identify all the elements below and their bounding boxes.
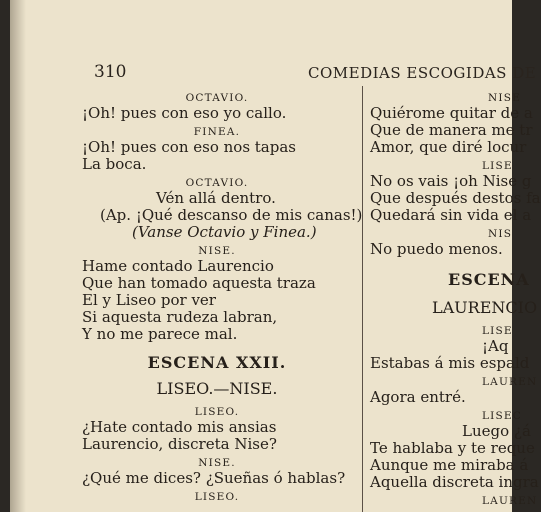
verse-line: ¿Qué me dices? ¿Sueñas ó hablas?: [82, 469, 346, 487]
book-page: [10, 0, 541, 512]
speaker-label: OCTAVIO.: [185, 92, 249, 104]
verse-line: Laurencio, discreta Nise?: [82, 435, 277, 453]
verse-line: ¿Hate contado mis ansias: [82, 418, 277, 436]
aside-direction: (Ap. ¡Qué descanso de mis canas!): [100, 206, 363, 224]
verse-line: Que han tomado aquesta traza: [82, 274, 316, 292]
verse-line: Aquella discreta ingra: [370, 473, 539, 491]
page-number: 310: [94, 62, 127, 82]
verse-line: No os vais ¡oh Nise g: [370, 172, 532, 190]
verse-line: La boca.: [82, 155, 147, 173]
verse-line: Que de manera me tr: [370, 121, 533, 139]
verse-line: Que después destos fa: [370, 189, 541, 207]
speaker-label: OCTAVIO.: [185, 177, 249, 189]
right-column: [370, 88, 541, 508]
page-gutter-shadow: [10, 0, 26, 512]
verse-line: Quiérome quitar de a: [370, 104, 533, 122]
page-header: [10, 60, 537, 88]
verse-line: Agora entré.: [370, 388, 466, 406]
verse-line: Estabas á mis espald: [370, 354, 530, 372]
verse-line: Hame contado Laurencio: [82, 257, 274, 275]
verse-line: ¡Oh! pues con eso yo callo.: [82, 104, 287, 122]
speaker-label: NISE.: [198, 245, 236, 257]
scene-characters: LISEO.—NISE.: [156, 379, 278, 398]
verse-line: ¡Aq: [482, 337, 509, 355]
verse-line: Te hablaba y te reque: [370, 439, 535, 457]
verse-line: No puedo menos.: [370, 240, 503, 258]
speaker-label: LISEC: [482, 410, 523, 422]
speaker-label: LISE: [482, 325, 513, 337]
speaker-label: FINEA.: [193, 126, 241, 138]
speaker-label: NISE: [488, 92, 521, 104]
speaker-label: LAUREN: [482, 495, 538, 507]
verse-line: El y Liseo por ver: [82, 291, 216, 309]
speaker-label: LISEO.: [194, 491, 240, 503]
running-title: COMEDIAS ESCOGIDAS DE: [308, 64, 537, 82]
stage-direction: (Vanse Octavio y Finea.): [132, 223, 317, 241]
verse-line: Amor, que diré locur: [370, 138, 527, 156]
left-column: [82, 88, 363, 504]
speaker-label: LISEO.: [194, 406, 240, 418]
speaker-label: LAUREN: [482, 376, 538, 388]
scene-heading: ESCENA XXII.: [147, 353, 287, 372]
scene-characters: LAURENCIO: [432, 298, 538, 317]
verse-line: Y no me parece mal.: [82, 325, 238, 343]
scene-heading: ESCENA: [448, 270, 530, 289]
verse-line: Aunque me miraba á: [370, 456, 529, 474]
speaker-label: NISE.: [198, 457, 236, 469]
speaker-label: LISE: [482, 160, 513, 172]
verse-line: Vén allá dentro.: [156, 189, 276, 207]
verse-line: Quedará sin vida el a: [370, 206, 532, 224]
verse-line: Si aquesta rudeza labran,: [82, 308, 278, 326]
speaker-label: NIS: [488, 228, 513, 240]
verse-line: ¡Oh! pues con eso nos tapas: [82, 138, 296, 156]
verse-line: Luego ¿á: [462, 422, 531, 440]
column-divider: [362, 86, 363, 512]
